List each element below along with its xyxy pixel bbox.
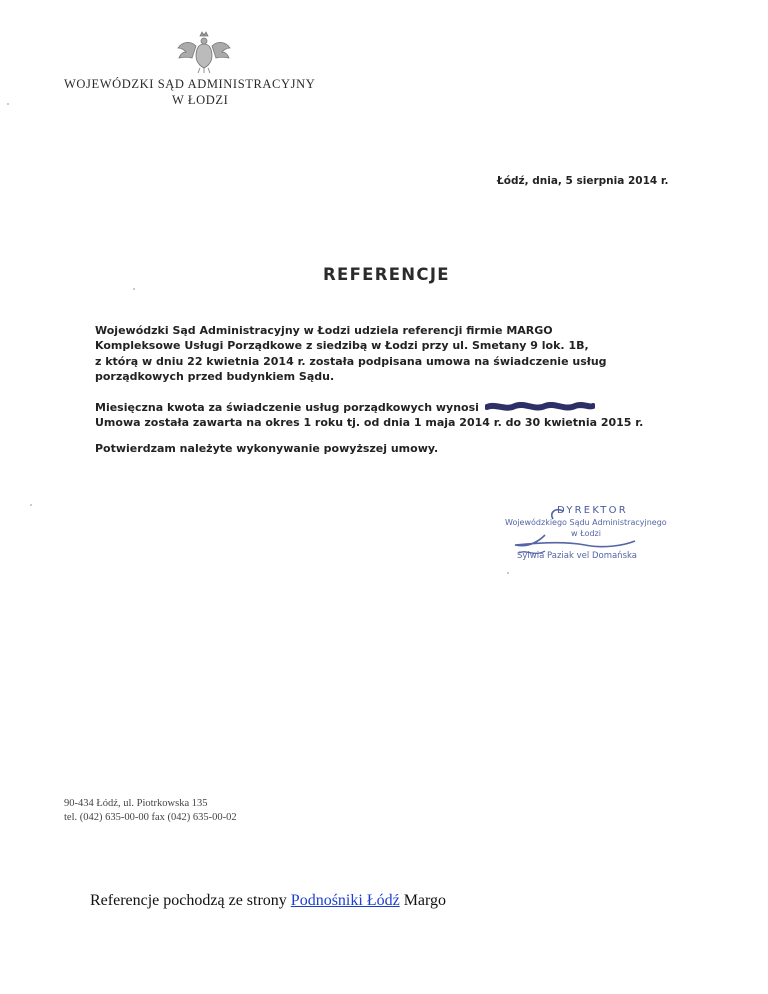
date-line: Łódź, dnia, 5 sierpnia 2014 r.: [497, 175, 669, 187]
polish-eagle-emblem-icon: [176, 30, 232, 74]
signature-title: DYREKTOR: [557, 505, 628, 516]
redaction-mark: [485, 402, 595, 412]
signature-stamp: [505, 505, 705, 575]
paragraph-contract: [95, 400, 643, 431]
source-note: [90, 892, 446, 910]
footer-phone: tel. (042) 635-00-00 fax (042) 635-00-02: [64, 811, 237, 823]
paragraph-line: Kompleksowe Usługi Porządkowe z siedzibą w Łodzi przy ul. Smetany 9 lok. 1B,: [95, 339, 589, 353]
paragraph-line-with-redaction: [95, 400, 643, 415]
signature-name: Sylwia Paziak vel Domańska: [517, 551, 637, 561]
footer-address-block: [64, 797, 237, 824]
source-link[interactable]: Podnośniki Łódź: [290, 892, 400, 909]
paragraph-reference: [95, 323, 607, 384]
court-name-line2: W ŁODZI: [172, 93, 229, 107]
document-title: REFERENCJE: [323, 265, 450, 284]
court-name-line1: WOJEWÓDZKI SĄD ADMINISTRACYJNY: [64, 77, 316, 91]
footer-address: 90-434 Łódź, ul. Piotrkowska 135: [64, 798, 208, 809]
scan-speck: [133, 288, 135, 290]
paragraph-line: Miesięczna kwota za świadczenie usług porządkowych wynosi: [95, 401, 479, 414]
signature-city: w Łodzi: [571, 529, 601, 538]
source-note-prefix: Referencje pochodzą ze strony: [90, 892, 287, 909]
signature-organization: Wojewódzkiego Sądu Administracyjnego: [505, 518, 667, 527]
paragraph-line: porządkowych przed budynkiem Sądu.: [95, 369, 335, 383]
scan-speck: [507, 572, 509, 574]
paragraph-line: Wojewódzki Sąd Administracyjny w Łodzi udziela referencji firmie MARGO: [95, 324, 553, 337]
paragraph-line: Umowa została zawarta na okres 1 roku tj. od dnia 1 maja 2014 r. do 30 kwietnia 2015 r.: [95, 416, 644, 430]
paragraph-line: z którą w dniu 22 kwietnia 2014 r. została podpisana umowa na świadczenie usług: [95, 354, 607, 368]
scan-speck: [7, 103, 9, 105]
scan-speck: [30, 504, 32, 506]
paragraph-confirmation: Potwierdzam należyte wykonywanie powyższej umowy.: [95, 442, 439, 455]
source-note-suffix: Margo: [403, 892, 447, 909]
